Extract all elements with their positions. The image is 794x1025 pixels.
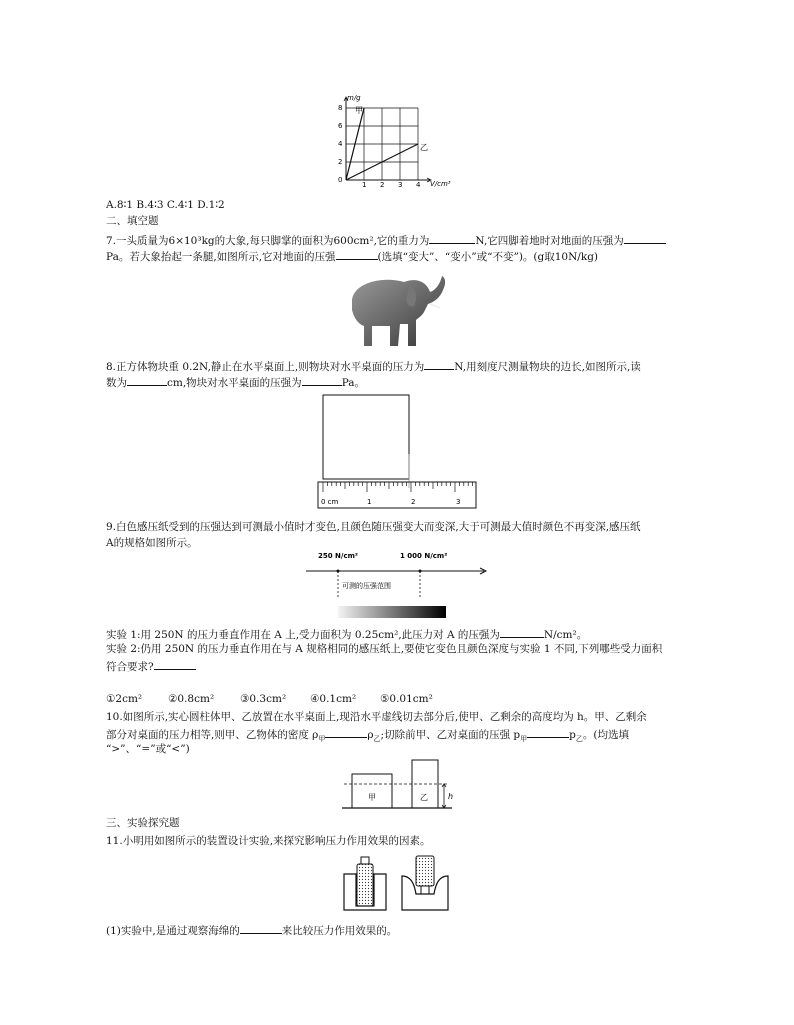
cube-ruler-figure [316,394,478,510]
line-a-label: 甲 [355,106,363,115]
q9-line1: 9.白色感压纸受到的压强达到可测最小值时才变色,且颜色随压强变大而变深,大于可测最大值时颜色不再变深,感压纸 [106,521,641,533]
y-tick-4: 4 [338,140,343,148]
ruler-label-2: 2 [411,498,416,506]
choice-1: ①2cm² [106,693,143,705]
cylinder-b-label: 乙 [420,793,428,802]
x-tick-1: 1 [362,181,367,189]
q11-blank[interactable] [240,922,282,934]
height-label: h [448,792,454,801]
color-gradient-bar [338,606,446,618]
cylinder-a [352,774,392,808]
exp2-blank[interactable] [154,658,196,670]
x-tick-4: 4 [416,181,421,189]
elephant-image [344,270,450,352]
mass-volume-graph [334,92,460,192]
options-line: A.8∶1 B.4∶3 C.4∶1 D.1∶2 [106,199,225,211]
ruler-label-0: 0 cm [321,498,339,506]
choice-3: ③0.3cm² [240,693,287,705]
cylinder-a-label: 甲 [368,793,376,802]
scale-range-label: 可测的压强范围 [342,582,391,590]
scale-max-label: 1 000 N/cm² [400,552,448,560]
choice-4: ④0.1cm² [310,693,357,705]
section-experiment-title: 三、实验探究题 [106,817,180,829]
exp2-line1: 实验 2:仍用 250N 的压力垂直作用在与 A 规格相同的感压纸上,要使它变色且颜色深度与实验 1 不同,下列哪些受力面积 [106,643,663,655]
q8-blank-pressure[interactable] [302,374,342,386]
q10-line3: “>”、“=”或“<”) [106,743,190,755]
choice-2: ②0.8cm² [168,693,215,705]
q8-line1: 8.正方体物块重 0.2N,静止在水平桌面上,则物块对水平桌面的压力为 N,用刻度尺测量物块的边长,如图所示,读 [106,358,641,374]
ruler-label-3: 3 [456,498,461,506]
ruler-label-1: 1 [367,498,372,506]
x-tick-3: 3 [398,181,403,189]
choice-5: ⑤0.01cm² [380,693,433,705]
q9-line2: A的规格如图所示。 [106,537,198,549]
q11-sub1-line: (1)实验中,是通过观察海绵的 来比较压力作用效果的。 [106,922,397,938]
y-tick-8: 8 [338,104,343,112]
bottle-upright [357,864,373,906]
q10-blank-density[interactable] [325,726,367,738]
bottle-inverted [416,856,434,886]
pressure-scale-figure [304,548,490,622]
y-axis-label: m/g [347,94,361,102]
q7-blank-change[interactable] [336,248,378,260]
q8-line2: 数为 cm,物块对水平桌面的压强为 Pa。 [106,374,365,390]
exp1-line: 实验 1:用 250N 的压力垂直作用在 A 上,受力面积为 0.25cm²,此压力对 A 的压强为 N/cm²。 [106,626,587,642]
scale-min-label: 250 N/cm² [318,552,358,560]
graph-grid [346,108,418,180]
x-axis-label: V/cm³ [430,180,451,188]
q8-blank-length[interactable] [127,374,167,386]
q7-blank-pressure[interactable] [624,232,666,244]
x-tick-2: 2 [380,181,385,189]
y-tick-6: 6 [338,122,343,130]
sponge-experiment-figure [340,854,460,912]
y-tick-2: 2 [338,158,343,166]
q10-line2: 部分对桌面的压力相等,则甲、乙物体的密度 $\rho_甲$ $\rho_乙$;切除前甲、乙对桌面的压强 $p_甲$ $p_乙$。(均选填 [106,726,629,746]
q7-line2: Pa。若大象抬起一条腿,如图所示,它对地面的压强 (选填“变大”、“变小”或“不变”)。(g取10N/kg) [106,248,598,264]
cube-block [323,395,409,479]
cylinders-figure [340,756,460,812]
q7-line1: 7.一头质量为6×10³kg的大象,每只脚掌的面积为600cm²,它的重力为 N,它四脚着地时对地面的压强为 [106,232,666,248]
q8-blank-force[interactable] [424,358,454,370]
ruler-body [318,482,476,508]
line-b-label: 乙 [420,143,428,152]
q7-blank-gravity[interactable] [429,232,475,244]
origin-label: 0 [338,176,343,184]
q10-blank-pressure[interactable] [527,726,569,738]
q11-line1: 11.小明用如图所示的装置设计实验,来探究影响压力作用效果的因素。 [106,835,431,847]
exp2-line2: 符合要求? [106,658,196,674]
ruler-ticks [323,482,473,492]
exp1-blank[interactable] [500,626,544,638]
q10-line1: 10.如图所示,实心圆柱体甲、乙放置在水平桌面上,现沿水平虚线切去部分后,使甲、乙剩余的高度均为 h。甲、乙剩余 [106,711,647,723]
section-fill-blank-title: 二、填空题 [106,215,159,227]
